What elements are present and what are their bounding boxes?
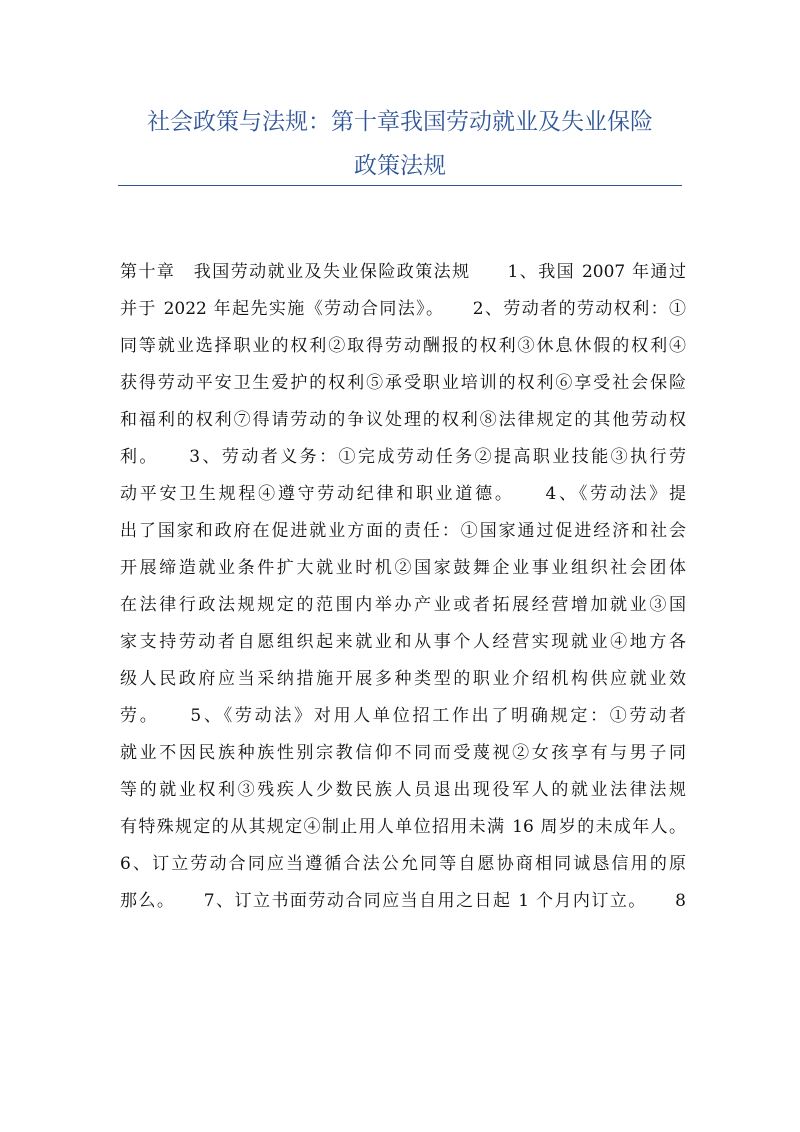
body-line-15: 等的就业权利③残疾人少数民族人员退出现役军人的就业法律法规 [120, 780, 686, 800]
document-title [118, 100, 682, 188]
body-line-1: 第十章 我国劳动就业及失业保险政策法规 1、我国 2007 年通过 [120, 262, 686, 282]
body-line-7: 动平安卫生规程④遵守劳动纪律和职业道德。 4、《劳动法》提 [120, 484, 686, 504]
title-line-1: 社会政策与法规：第十章我国劳动就业及失业保险 [147, 109, 653, 135]
body-line-9: 开展缔造就业条件扩大就业时机②国家鼓舞企业事业组织社会团体 [120, 558, 686, 578]
title-line-2: 政策法规 [354, 153, 446, 179]
body-line-12: 级人民政府应当采纳措施开展多种类型的职业介绍机构供应就业效 [120, 669, 686, 689]
body-line-13: 劳。 5、《劳动法》对用人单位招工作出了明确规定：①劳动者 [120, 706, 686, 726]
title-underline-divider [118, 185, 682, 186]
body-line-8: 出了国家和政府在促进就业方面的责任：①国家通过促进经济和社会 [120, 521, 686, 541]
body-line-14: 就业不因民族种族性别宗教信仰不同而受蔑视②女孩享有与男子同 [120, 743, 686, 763]
body-line-11: 家支持劳动者自愿组织起来就业和从事个人经营实现就业④地方各 [120, 632, 686, 652]
body-line-10: 在法律行政法规规定的范围内举办产业或者拓展经营增加就业③国 [120, 595, 686, 615]
document-body [120, 254, 686, 920]
body-line-16: 有特殊规定的从其规定④制止用人单位招用未满 16 周岁的未成年人。 [120, 817, 686, 837]
body-line-17: 6、订立劳动合同应当遵循合法公允同等自愿协商相同诚恳信用的原 [120, 854, 686, 874]
body-line-2: 并于 2022 年起先实施《劳动合同法》。 2、劳动者的劳动权利：① [120, 299, 686, 319]
body-line-3: 同等就业选择职业的权利②取得劳动酬报的权利③休息休假的权利④ [120, 336, 686, 356]
body-line-6: 利。 3、劳动者义务：①完成劳动任务②提高职业技能③执行劳 [120, 447, 686, 467]
body-line-4: 获得劳动平安卫生爱护的权利⑤承受职业培训的权利⑥享受社会保险 [120, 373, 686, 393]
body-line-5: 和福利的权利⑦得请劳动的争议处理的权利⑧法律规定的其他劳动权 [120, 410, 686, 430]
body-line-18: 那么。 7、订立书面劳动合同应当自用之日起 1 个月内订立。 8 [120, 891, 686, 911]
